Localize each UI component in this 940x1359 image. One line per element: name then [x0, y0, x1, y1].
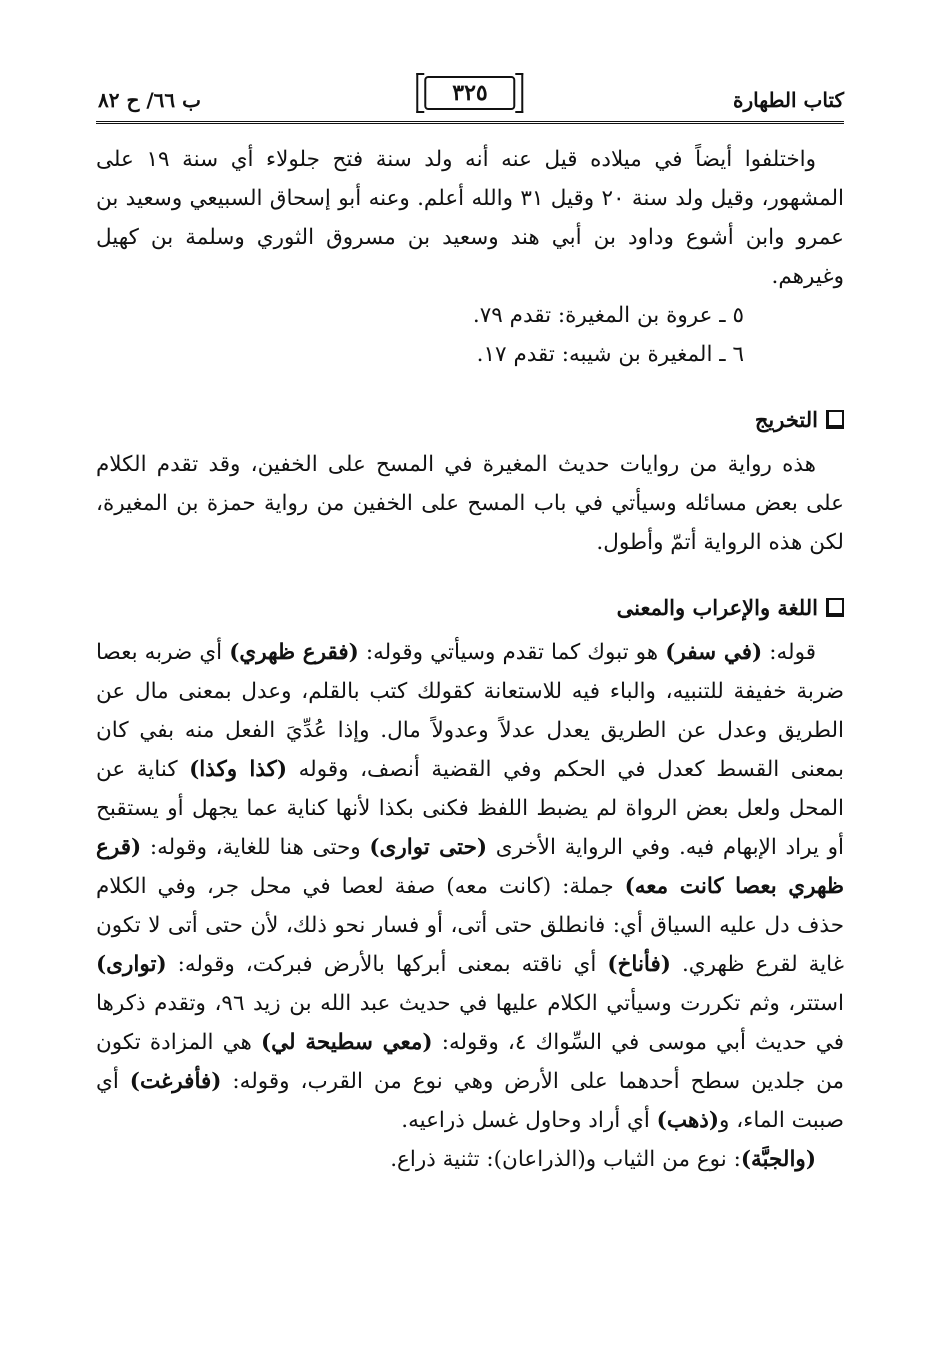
text-run: كناية عن المحل ولعل بعض الرواة لم يضبط اللفظ فكنى بكذا لأنها كناية عما يجهل أو يستقبح أو يراد الإبهام فيه. وفي الرواية الأخرى	[96, 757, 844, 860]
text-run: هو تبوك كما تقدم وسيأتي وقوله:	[358, 640, 666, 665]
takhrij-paragraph: هذه رواية من روايات حديث المغيرة في المسح على الخفين، وقد تقدم الكلام على بعض مسائله وسيأتي في باب المسح على الخفين من رواية حمزة بن المغيرة، لكن هذه الرواية أتمّ وأطول.	[96, 452, 844, 555]
text-run: أي ضربه بعصا ضربة خفيفة للتنبيه، والباء فيه للاستعانة كقولك كتب بالقلم، وعدل بمعنى مال عن الطريق وعدل عن الطريق يعدل عدلاً وعدولاً مال. وإذا عُدِّيَ الفعل منه بفي كان بمعنى القسط كعدل في الحكم وفي القضية أنصف، وقوله	[96, 640, 844, 782]
keyword: (فقرع ظهري)	[229, 640, 359, 665]
keyword: (والجبَّة)	[740, 1147, 816, 1172]
final-paragraph	[96, 1140, 844, 1179]
bio-paragraph: واختلفوا أيضاً في ميلاده قيل عنه أنه ولد سنة فتح جلولاء أي سنة ١٩ على المشهور، وقيل ولد سنة ٢٠ وقيل ٣١ والله أعلم. وعنه أبو إسحاق السبيعي وسعيد بن عمرو وابن أشوع وداود بن أبي هند وسعيد بن مسروق الثوري وسلمة بن كهيل وغيرهم.	[96, 147, 844, 289]
page-header	[96, 76, 844, 120]
page-number: ٣٢٥	[424, 76, 515, 110]
text-run: استتر، وثم تكررت وسيأتي الكلام عليها في حديث عبد الله بن زيد ٩٦، وتقدم ذكرها في حديث أبي موسى في السِّواك ٤، وقوله:	[96, 991, 844, 1055]
text-run: جملة: (كانت معه) صفة لعصا في محل جر، وفي الكلام حذف دل عليه السياق أي: فانطلق حتى أتى، أو فسار نحو ذلك، لأن حتى أتى لا تكون غاية لقرع ظهري.	[96, 874, 844, 977]
section-heading-label: التخريج	[754, 407, 818, 432]
section-heading-language	[96, 588, 844, 627]
text-run: : نوع من الثياب و(الذراعان): تثنية ذراع.	[390, 1147, 741, 1172]
section-heading-takhrij	[96, 400, 844, 439]
square-bullet-icon	[826, 410, 844, 429]
book-title: كتاب الطهارة	[733, 88, 844, 112]
header-rule	[96, 121, 844, 124]
text-run: أي ناقته بمعنى أبركها بالأرض فبركت، وقوله:	[166, 952, 608, 977]
text-run: أي أراد وحاول غسل ذراعيه.	[401, 1108, 657, 1133]
chapter-reference: ب ٦٦/ ح ٨٢	[98, 88, 201, 112]
keyword: (كذا وكذا)	[189, 757, 288, 782]
page-body	[96, 140, 844, 1179]
keyword: (قرع ظهري بعصا كانت معه)	[96, 835, 844, 899]
text-run: أي صببت الماء، و	[96, 1069, 844, 1133]
keyword: (ذهب)	[656, 1108, 720, 1133]
language-paragraph	[96, 633, 844, 1140]
text-run: وحتى هنا للغاية، وقوله:	[141, 835, 370, 860]
keyword: (فأفرغت)	[129, 1069, 222, 1094]
section-heading-label: اللغة والإعراب والمعنى	[616, 595, 818, 620]
keyword: (فأناخ)	[607, 952, 671, 977]
keyword: (توارى)	[96, 952, 167, 977]
keyword: (معي سطيحة لي)	[260, 1030, 433, 1055]
text-run: قوله:	[762, 640, 816, 665]
narrator-line: ٦ ـ المغيرة بن شيبه: تقدم ١٧.	[476, 342, 744, 367]
keyword: (في سفر)	[665, 640, 763, 665]
keyword: (حتى توارى)	[369, 835, 488, 860]
text-run: هي المزادة تكون من جلدين سطح أحدهما على الأرض وهي نوع من القرب، وقوله:	[96, 1030, 844, 1094]
square-bullet-icon	[826, 598, 844, 617]
narrator-line: ٥ ـ عروة بن المغيرة: تقدم ٧٩.	[472, 303, 744, 328]
